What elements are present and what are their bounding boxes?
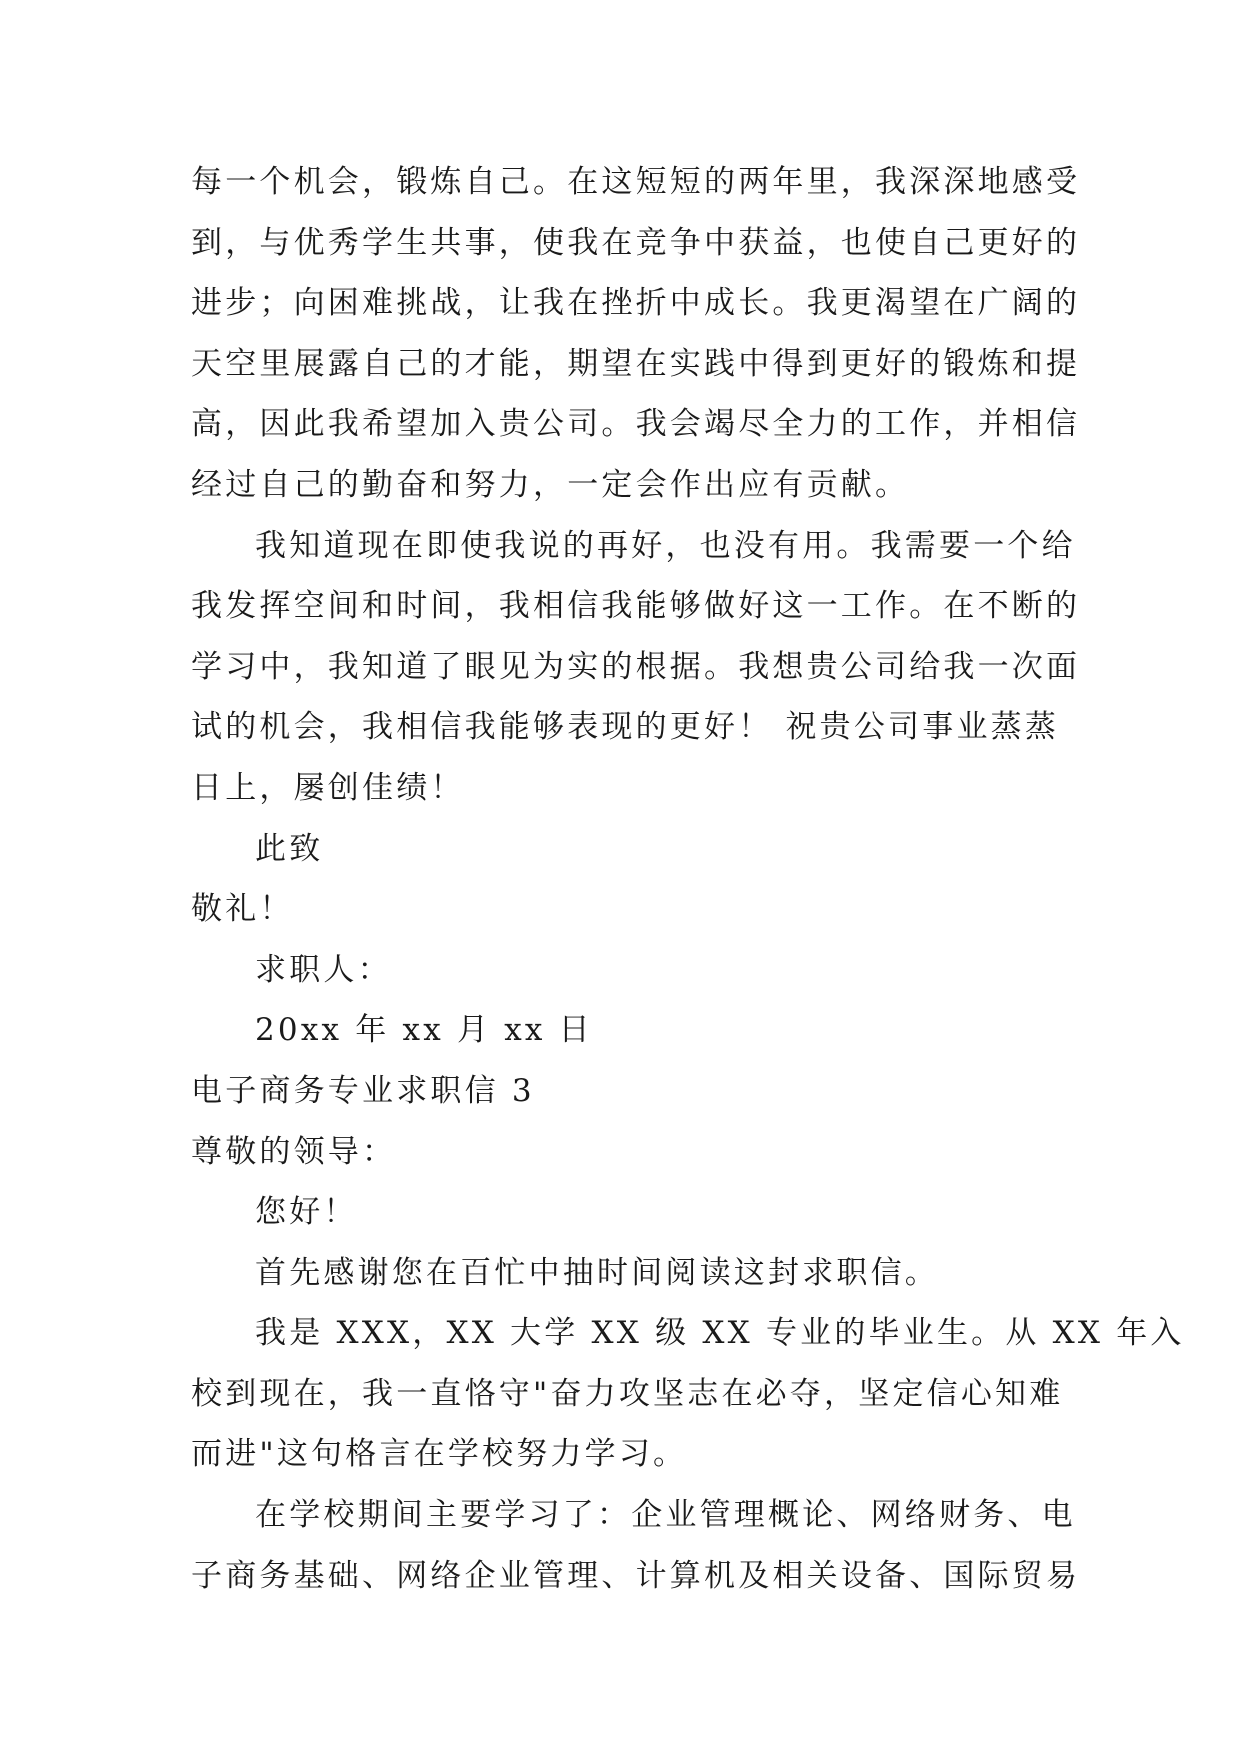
text-line: 到，与优秀学生共事，使我在竞争中获益，也使自己更好的 [191, 224, 1081, 261]
text-line: 每一个机会，锻炼自己。在这短短的两年里，我深深地感受 [191, 164, 1081, 200]
greeting: 您好！ [255, 1194, 358, 1231]
closing-salutation: 此致 [255, 830, 324, 867]
text-line: 学习中，我知道了眼见为实的根据。我想贵公司给我一次面 [191, 648, 1081, 685]
text-line: 首先感谢您在百忙中抽时间阅读这封求职信。 [255, 1254, 939, 1291]
date-line: 20xx 年 xx 月 xx 日 [255, 1012, 593, 1049]
text-line: 我知道现在即使我说的再好，也没有用。我需要一个给 [255, 527, 1076, 564]
text-line: 我是 XXX，XX 大学 XX 级 XX 专业的毕业生。从 XX 年入 [255, 1315, 1185, 1352]
closing-regards: 敬礼！ [191, 891, 294, 928]
text-line: 在学校期间主要学习了：企业管理概论、网络财务、电 [255, 1497, 1076, 1534]
text-line: 经过自己的勤奋和努力，一定会作出应有贡献。 [191, 466, 910, 503]
text-line: 天空里展露自己的才能，期望在实践中得到更好的锻炼和提 [191, 345, 1081, 382]
text-line: 高，因此我希望加入贵公司。我会竭尽全力的工作，并相信 [191, 406, 1081, 443]
text-line: 子商务基础、网络企业管理、计算机及相关设备、国际贸易 [191, 1557, 1081, 1594]
letter-salutation: 尊敬的领导： [191, 1133, 397, 1170]
text-line: 日上，屡创佳绩！ [191, 769, 465, 806]
text-line: 试的机会，我相信我能够表现的更好！ 祝贵公司事业蒸蒸 [191, 709, 1060, 746]
text-line: 而进"这句格言在学校努力学习。 [191, 1436, 688, 1473]
signature-label: 求职人： [255, 951, 392, 988]
text-line: 进步；向困难挑战，让我在挫折中成长。我更渴望在广阔的 [191, 285, 1081, 322]
text-line: 我发挥空间和时间，我相信我能够做好这一工作。在不断的 [191, 588, 1081, 625]
text-line: 校到现在，我一直恪守"奋力攻坚志在必夺，坚定信心知难 [191, 1375, 1064, 1412]
section-heading: 电子商务专业求职信 3 [191, 1072, 535, 1109]
document-body [191, 152, 1185, 1606]
